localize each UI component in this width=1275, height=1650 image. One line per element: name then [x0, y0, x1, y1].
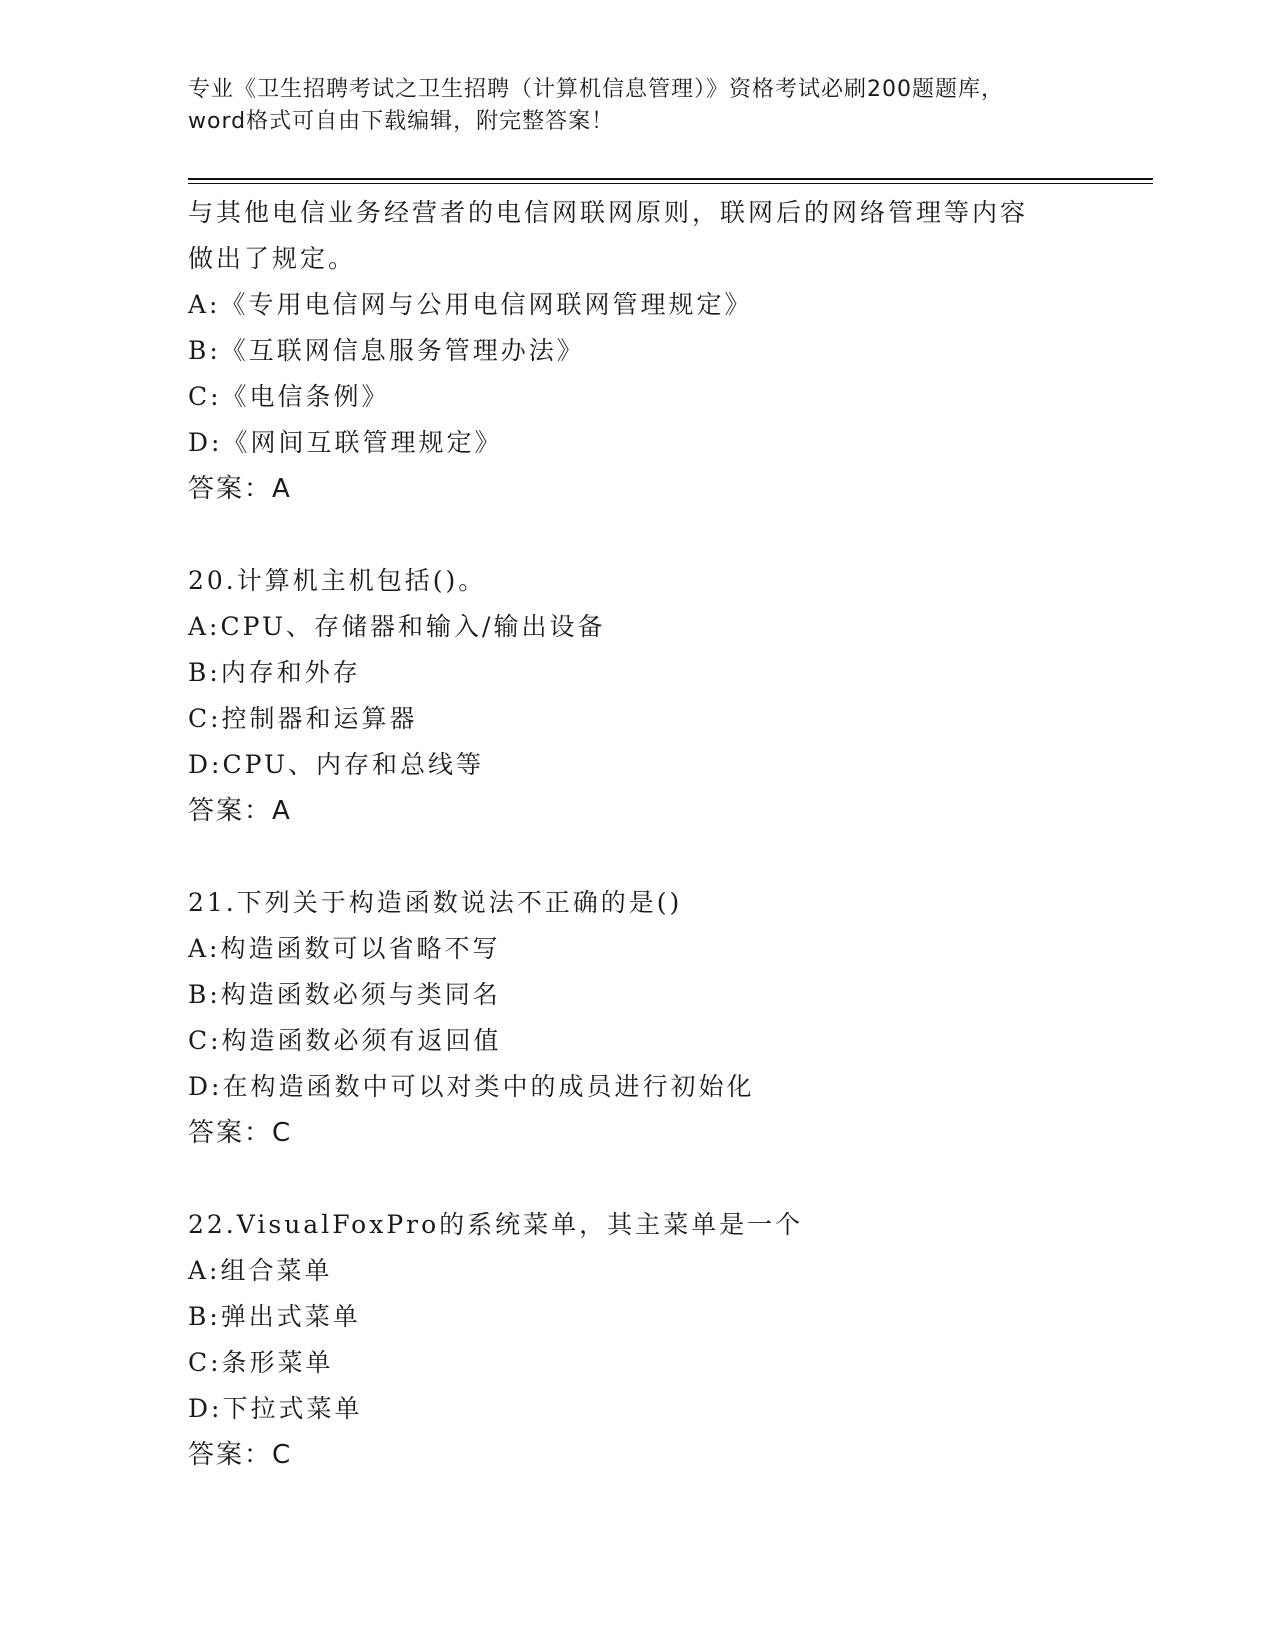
answer-line: 答案：A [188, 474, 292, 504]
document-header [188, 74, 1088, 138]
option-b: B:弹出式菜单 [188, 1302, 361, 1331]
option-c: C:《电信条例》 [188, 382, 390, 411]
header-divider-thick [188, 178, 1153, 180]
spacer [188, 512, 1088, 558]
question-stem: 20.计算机主机包括()。 [188, 566, 487, 595]
option-a: A:《专用电信网与公用电信网联网管理规定》 [188, 290, 753, 319]
answer-line: 答案：C [188, 1118, 293, 1148]
option-b: B:内存和外存 [188, 658, 361, 687]
option-d: D:在构造函数中可以对类中的成员进行初始化 [188, 1072, 755, 1101]
question-stem: 21.下列关于构造函数说法不正确的是() [188, 888, 683, 917]
answer-line: 答案：A [188, 796, 292, 826]
option-c: C:构造函数必须有返回值 [188, 1026, 502, 1055]
question-list [188, 190, 1088, 1478]
option-a: A:组合菜单 [188, 1256, 333, 1285]
option-a: A:CPU、存储器和输入/输出设备 [188, 612, 606, 641]
option-b: B:构造函数必须与类同名 [188, 980, 501, 1009]
header-title-line: 专业《卫生招聘考试之卫生招聘（计算机信息管理）》资格考试必刷200题题库， [188, 77, 1004, 102]
question-block-continued [188, 190, 1088, 512]
header-subtitle-line: word格式可自由下载编辑，附完整答案！ [188, 109, 615, 134]
option-d: D:《网间互联管理规定》 [188, 428, 503, 457]
spacer [188, 1156, 1088, 1202]
option-c: C:控制器和运算器 [188, 704, 418, 733]
option-d: D:CPU、内存和总线等 [188, 750, 485, 779]
question-block-20 [188, 558, 1088, 834]
question-block-22 [188, 1202, 1088, 1478]
answer-line: 答案：C [188, 1440, 293, 1470]
question-stem-line: 与其他电信业务经营者的电信网联网原则，联网后的网络管理等内容 [188, 198, 1029, 227]
option-c: C:条形菜单 [188, 1348, 334, 1377]
option-a: A:构造函数可以省略不写 [188, 934, 501, 963]
spacer [188, 834, 1088, 880]
option-b: B:《互联网信息服务管理办法》 [188, 336, 585, 365]
header-divider-thin [188, 183, 1153, 184]
question-block-21 [188, 880, 1088, 1156]
question-stem-line: 做出了规定。 [188, 244, 357, 273]
question-stem: 22.VisualFoxPro的系统菜单，其主菜单是一个 [188, 1210, 804, 1239]
option-d: D:下拉式菜单 [188, 1394, 363, 1423]
